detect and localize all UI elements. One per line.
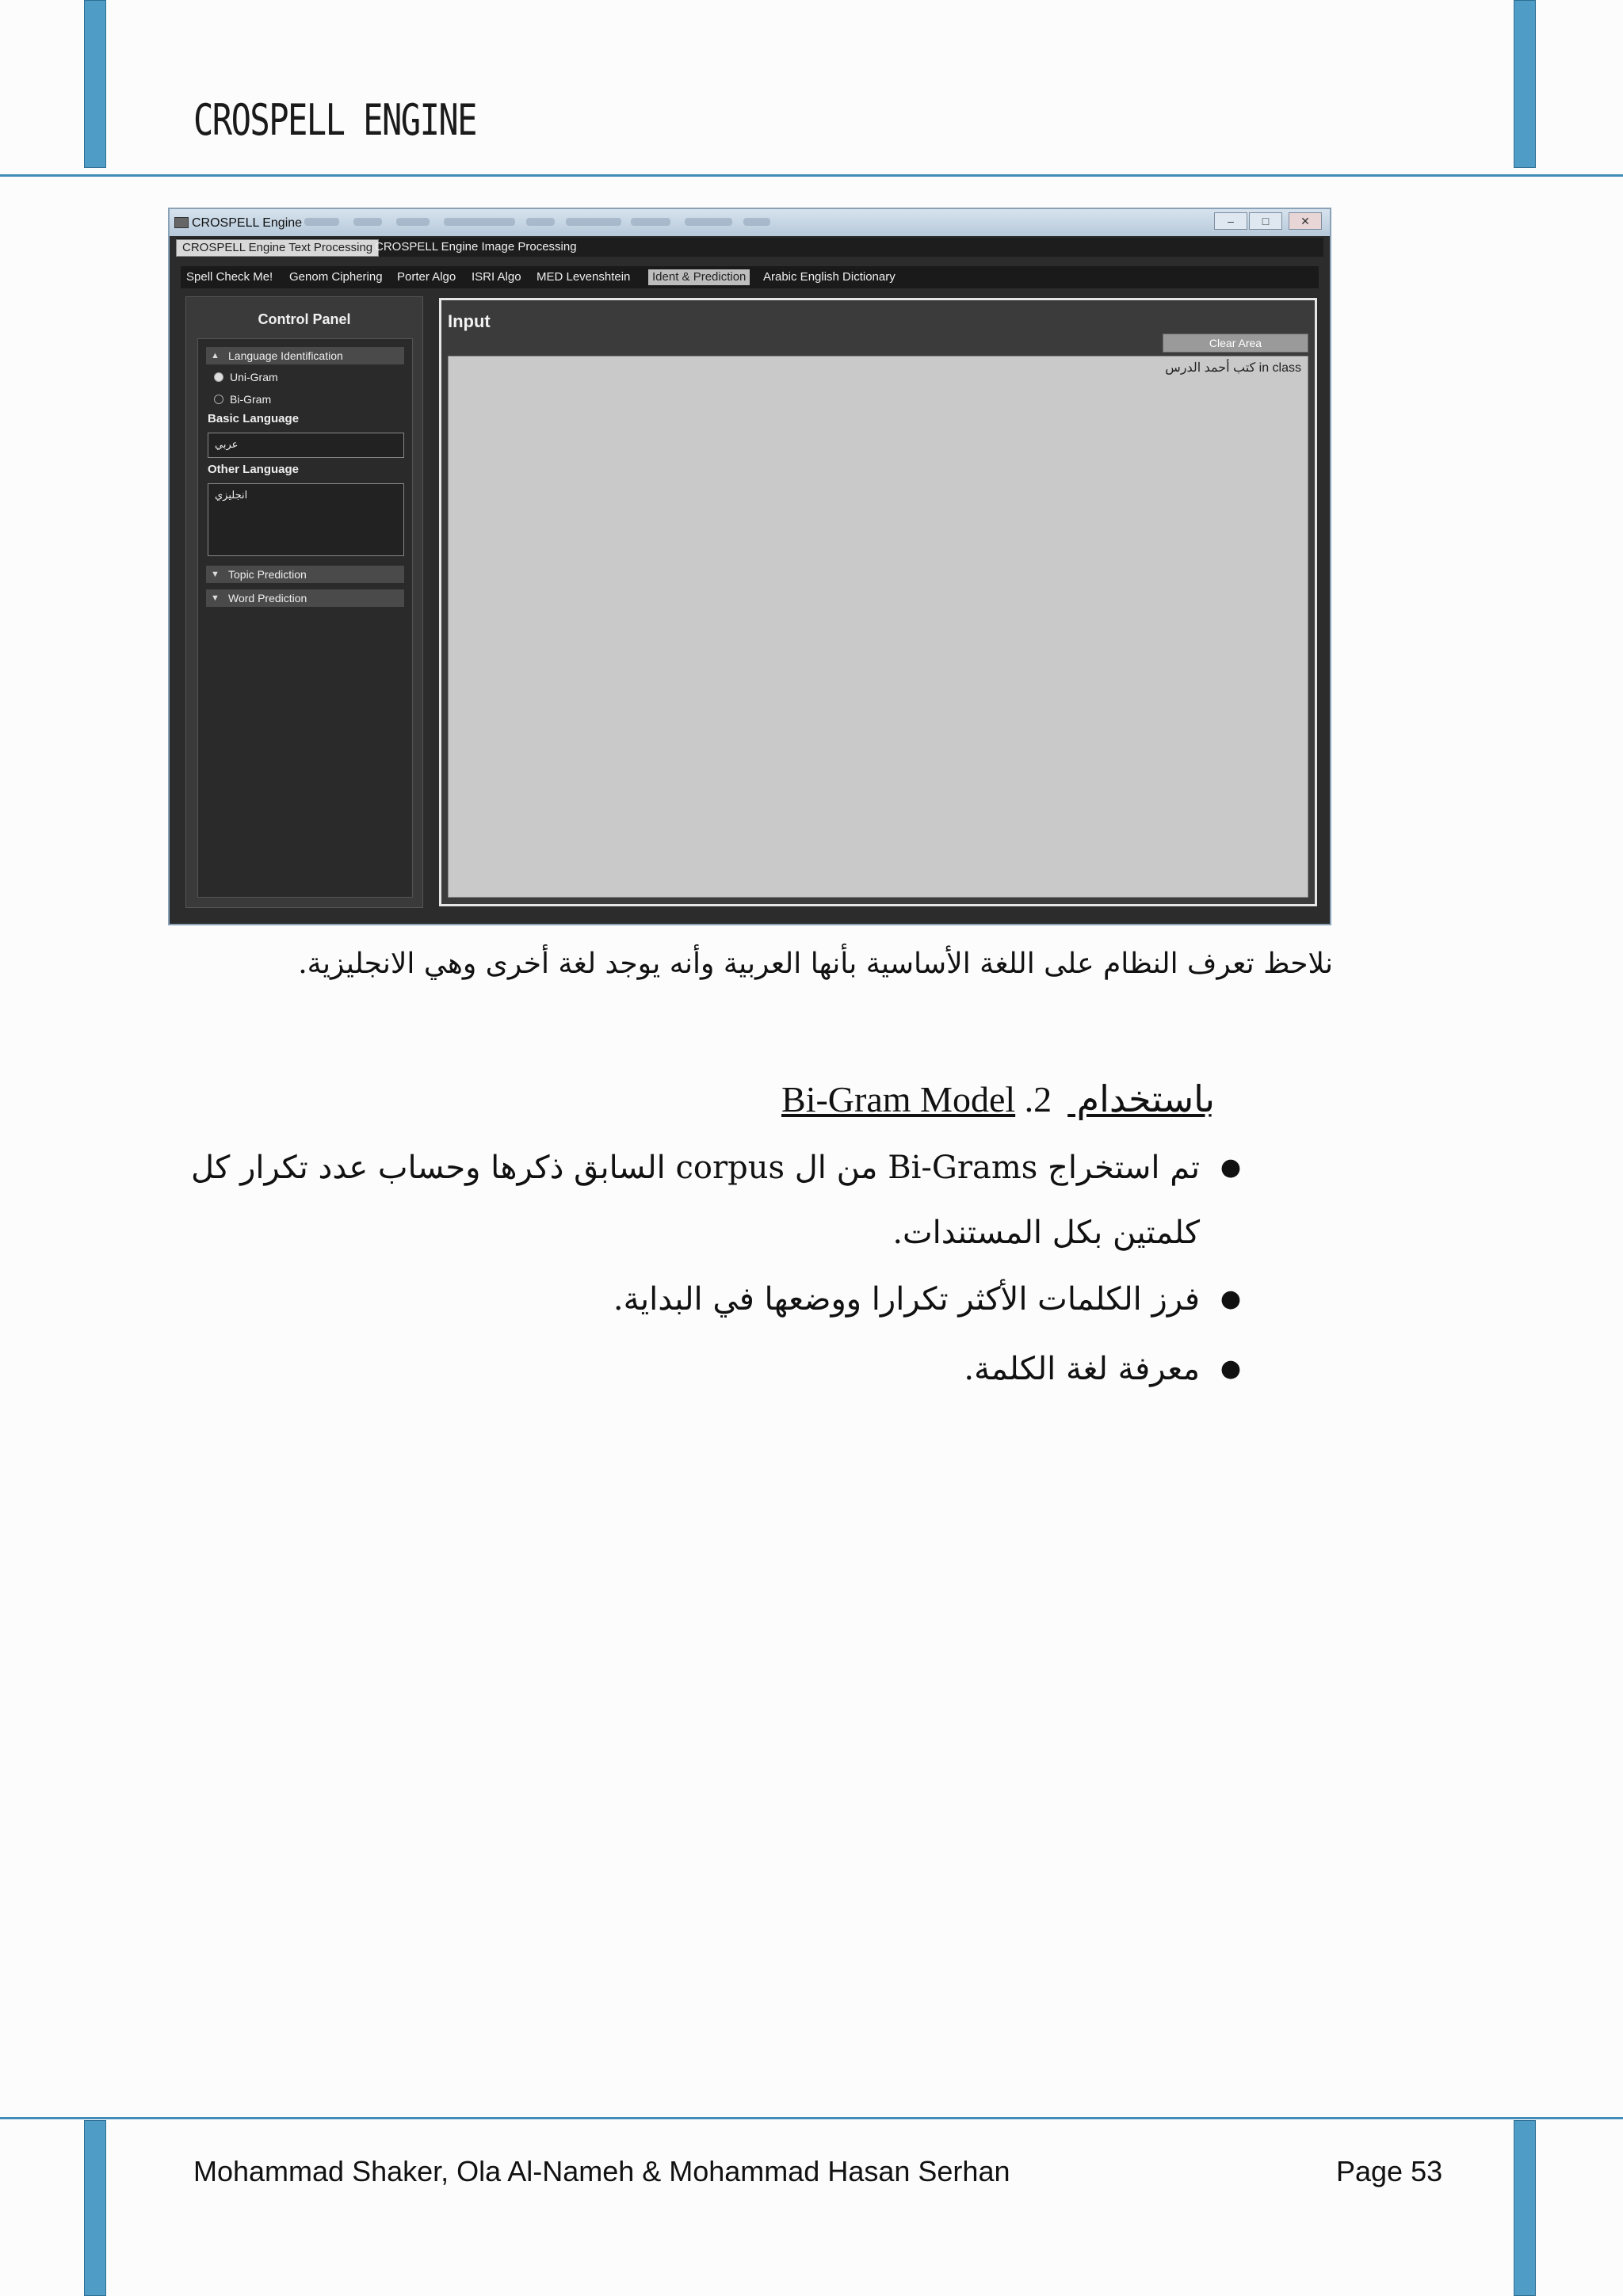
note-paragraph: نلاحظ تعرف النظام على اللغة الأساسية بأنها العربية وأنه يوجد لغة أخرى وهي الانجليزية.	[298, 948, 1333, 980]
header-rule	[0, 174, 1623, 177]
window-title: CROSPELL Engine	[192, 216, 303, 230]
other-language-list[interactable]: انجليزي	[208, 483, 404, 556]
radio-empty-icon	[214, 395, 223, 404]
footer-left-bar	[84, 2120, 106, 2296]
close-icon[interactable]: ✕	[1289, 212, 1322, 230]
section-word-prediction[interactable]: ▼ Word Prediction	[206, 589, 404, 607]
other-language-label: Other Language	[208, 463, 300, 476]
section-heading	[781, 1077, 1215, 1120]
blurred-menu	[685, 218, 732, 226]
footer-right-bar	[1514, 2120, 1536, 2296]
control-panel-title: Control Panel	[258, 311, 351, 327]
tab-arabic-english-dictionary[interactable]: Arabic English Dictionary	[763, 270, 896, 284]
section-language-identification[interactable]: ▲ Language Identification	[206, 347, 404, 364]
tab-med-levenshtein[interactable]: MED Levenshtein	[537, 270, 631, 284]
clear-area-button[interactable]: Clear Area	[1163, 334, 1308, 353]
blurred-menu	[631, 218, 670, 226]
radio-selected-icon	[214, 372, 223, 382]
blurred-menu	[304, 218, 339, 226]
tab-spell-check[interactable]: Spell Check Me!	[186, 270, 273, 284]
blurred-menu	[526, 218, 555, 226]
tab-image-processing[interactable]: CROSPELL Engine Image Processing	[375, 240, 577, 254]
main-tabs	[176, 238, 1323, 257]
header-left-bar	[84, 0, 106, 168]
list-item-continuation: كلمتين بكل المستندات.	[892, 1215, 1200, 1251]
tab-genom-ciphering[interactable]: Genom Ciphering	[289, 270, 383, 284]
list-item: ● فرز الكلمات الأكثر تكرارا ووضعها في البداية.	[613, 1281, 1241, 1318]
control-panel	[185, 296, 423, 908]
section-heading-text: باستخدام Bi-Gram Model	[781, 1079, 1215, 1119]
tab-ident-prediction[interactable]: Ident & Prediction	[648, 269, 750, 285]
blurred-menu	[396, 218, 430, 226]
footer-page-number: Page 53	[1336, 2155, 1443, 2187]
radio-bigram[interactable]: Bi-Gram	[214, 393, 271, 406]
section-number: .2	[1024, 1079, 1052, 1119]
footer-rule	[0, 2117, 1623, 2119]
page-header-title: CROSPELL ENGINE	[193, 95, 476, 145]
blurred-menu	[743, 218, 770, 226]
footer-authors: Mohammad Shaker, Ola Al-Nameh & Mohammad Hasan Serhan	[193, 2155, 1010, 2187]
input-text-area[interactable]	[448, 356, 1308, 898]
header-right-bar	[1514, 0, 1536, 168]
tab-porter-algo[interactable]: Porter Algo	[397, 270, 456, 284]
bullet-icon: ●	[1220, 1154, 1241, 1181]
bullet-icon: ●	[1220, 1355, 1241, 1383]
app-icon	[174, 217, 189, 228]
control-panel-body	[197, 338, 413, 898]
app-window-screenshot	[168, 208, 1331, 925]
list-item: ● معرفة لغة الكلمة.	[964, 1351, 1241, 1387]
tab-text-processing[interactable]: CROSPELL Engine Text Processing	[176, 239, 379, 257]
input-text: كتب أحمد الدرس in class	[1165, 361, 1301, 375]
radio-unigram[interactable]: Uni-Gram	[214, 371, 278, 383]
blurred-menu	[444, 218, 515, 226]
basic-language-label: Basic Language	[208, 412, 300, 425]
chevron-down-icon: ▼	[211, 593, 220, 603]
chevron-up-icon: ▲	[211, 351, 220, 360]
chevron-down-icon: ▼	[211, 570, 220, 579]
blurred-menu	[353, 218, 382, 226]
list-item: ● تم استخراج Bi-Grams من ال corpus السابق ذكرها وحساب عدد تكرار كل	[191, 1150, 1241, 1186]
input-panel	[439, 298, 1317, 906]
section-topic-prediction[interactable]: ▼ Topic Prediction	[206, 566, 404, 583]
maximize-icon[interactable]: □	[1249, 212, 1282, 230]
tab-isri-algo[interactable]: ISRI Algo	[472, 270, 521, 284]
window-titlebar	[170, 209, 1330, 236]
bullet-icon: ●	[1220, 1285, 1241, 1313]
minimize-icon[interactable]: –	[1214, 212, 1247, 230]
blurred-menu	[566, 218, 621, 226]
sub-tabs	[181, 266, 1319, 288]
input-panel-title: Input	[448, 311, 491, 331]
basic-language-field[interactable]: عربي	[208, 433, 404, 458]
